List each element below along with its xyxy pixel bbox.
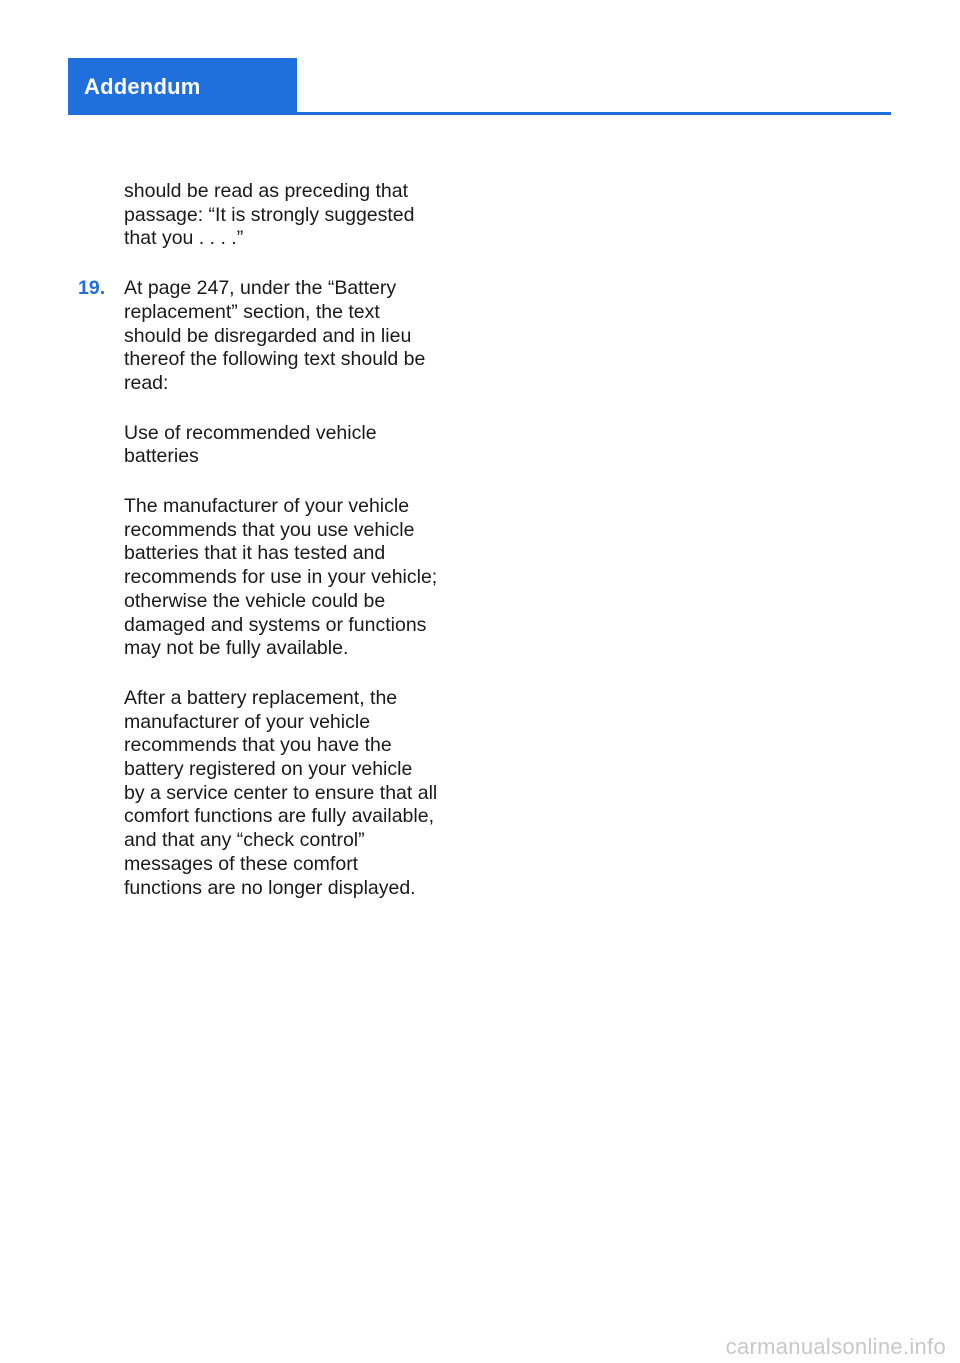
header-divider [68,112,891,115]
watermark: carmanualsonline.info [725,1334,946,1359]
subheading: Use of recommended vehicle batteries [124,421,377,468]
item-text: At page 247, under the “Battery replacement” section, the text should be disregarded and in lieu thereof the following text should be read: [124,277,426,394]
page-content [78,180,474,900]
continuation-paragraph: should be read as preceding that passage: “It is strongly suggested that you . . . .” [124,180,415,250]
paragraph-recommendation: The manufacturer of your vehicle recommends that you use vehicle batteries that it has tested and recommends for use in your vehicle; otherwise the vehicle could be damaged and systems or functions may not be fully available. [124,495,438,660]
item-number: 19. [78,277,106,300]
numbered-item-19 [78,277,474,396]
section-header-tab [68,58,297,115]
section-title: Addendum [84,73,201,99]
paragraph-registration: After a battery replacement, the manufacturer of your vehicle recommends that you have the battery registered on your vehicle by a service center to ensure that all comfort functions are fully available, and that any “check control” messages of these comfort functions are no longer displayed. [124,686,438,899]
